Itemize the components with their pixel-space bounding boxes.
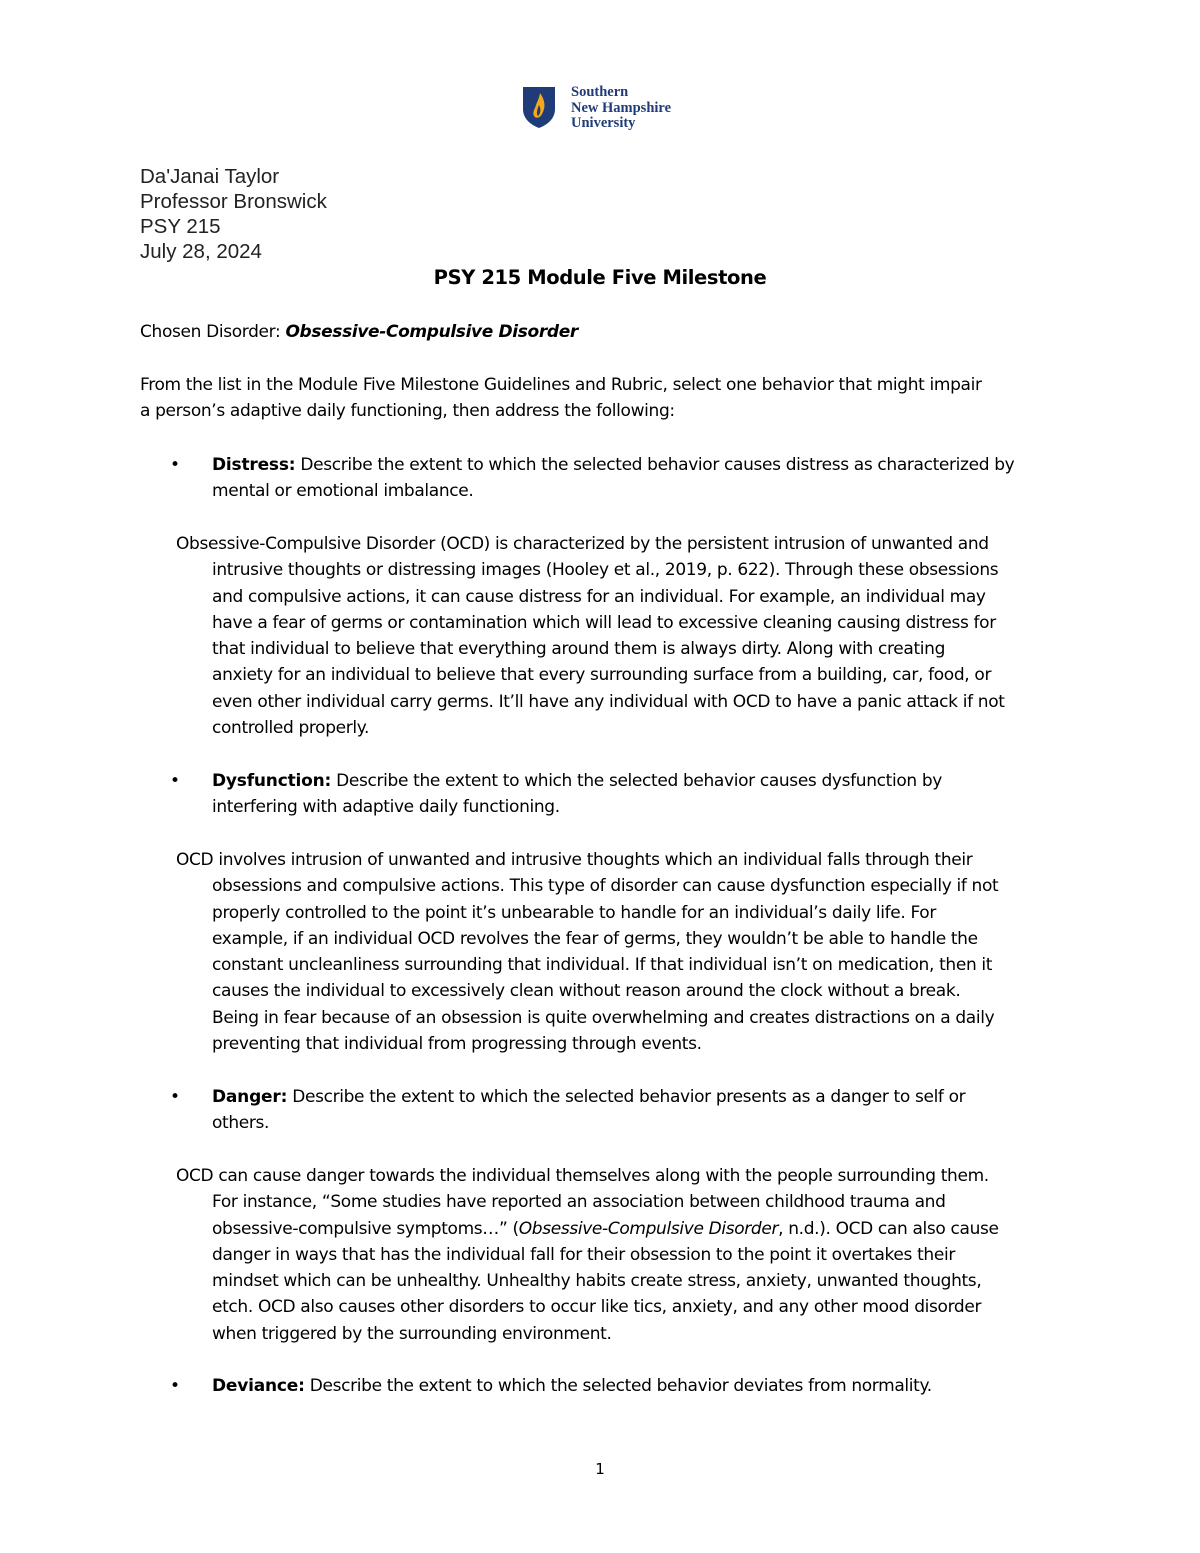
answer-line: OCD involves intrusion of unwanted and intrusive thoughts which an individual falls through their [176, 850, 973, 870]
answer-line: mindset which can be unhealthy. Unhealthy habits create stress, anxiety, unwanted thoughts, [212, 1271, 982, 1292]
danger-prompt-cont: others. [212, 1113, 270, 1134]
dysfunction-answer [176, 847, 1066, 1057]
answer-line-citation [176, 1216, 1066, 1242]
bullet-dot: • [170, 455, 180, 475]
bullet-dot: • [170, 771, 180, 791]
chosen-disorder [140, 318, 578, 346]
shield-flame-icon [521, 85, 557, 129]
answer-line: have a fear of germs or contamination which will lead to excessive cleaning causing distress for [212, 612, 996, 633]
logo-line-1: Southern [571, 84, 629, 100]
distress-prompt-cont: mental or emotional imbalance. [212, 481, 474, 502]
answer-line: and compulsive actions, it can cause distress for an individual. For example, an individual may [212, 586, 986, 607]
author-header [140, 164, 327, 264]
answer-line: etch. OCD also causes other disorders to occur like tics, anxiety, and any other mood disorder [212, 1297, 982, 1318]
answer-line: preventing that individual from progressing through events. [212, 1034, 702, 1055]
dysfunction-prompt-cont: interfering with adaptive daily functioning. [212, 797, 560, 818]
answer-fragment: obsessive-compulsive symptoms…” ( [212, 1218, 519, 1239]
document-title: PSY 215 Module Five Milestone [433, 266, 767, 289]
bullet-dot: • [170, 1376, 180, 1396]
professor-name: Professor Bronswick [140, 190, 327, 213]
answer-line: when triggered by the surrounding environment. [212, 1323, 612, 1344]
course-code: PSY 215 [140, 215, 221, 238]
answer-line: danger in ways that has the individual fall for their obsession to the point it overtakes their [212, 1244, 955, 1265]
deviance-heading: Deviance: [212, 1376, 305, 1396]
answer-line: constant uncleanliness surrounding that individual. If that individual isn’t on medication, then it [212, 955, 993, 976]
page-number: 1 [595, 1460, 605, 1478]
distress-heading: Distress: [212, 455, 296, 475]
citation-title: Obsessive-Compulsive Disorder [518, 1218, 779, 1239]
deviance-prompt: Describe the extent to which the selected behavior deviates from normality. [304, 1376, 932, 1396]
intro-line: a person’s adaptive daily functioning, then address the following: [140, 401, 675, 422]
chosen-disorder-value: Obsessive-Compulsive Disorder [285, 322, 578, 342]
chosen-disorder-label: Chosen Disorder: [140, 322, 286, 342]
answer-line: obsessions and compulsive actions. This type of disorder can cause dysfunction especially if not [212, 876, 999, 897]
dysfunction-prompt: Describe the extent to which the selected behavior causes dysfunction by [331, 771, 942, 791]
answer-line: anxiety for an individual to believe that every surrounding surface from a building, car, food, or [212, 665, 992, 686]
university-logo [521, 85, 671, 132]
danger-answer [176, 1163, 1066, 1347]
answer-line: causes the individual to excessively clean without reason around the clock without a break. [212, 981, 961, 1002]
logo-line-2: New Hampshire [571, 99, 672, 116]
author-name: Da'Janai Taylor [140, 165, 280, 188]
answer-line: intrusive thoughts or distressing images (Hooley et al., 2019, p. 622). Through these obsessions [212, 560, 999, 581]
distress-prompt: Describe the extent to which the selected behavior causes distress as characterized by [295, 455, 1015, 475]
answer-line: Being in fear because of an obsession is quite overwhelming and creates distractions on a daily [212, 1007, 995, 1028]
intro-line: From the list in the Module Five Milestone Guidelines and Rubric, select one behavior that might impair [140, 375, 982, 395]
answer-line: even other individual carry germs. It’ll have any individual with OCD to have a panic attack if not [212, 691, 1005, 712]
distress-answer [176, 531, 1066, 741]
answer-line: For instance, “Some studies have reported an association between childhood trauma and [212, 1192, 946, 1213]
logo-line-3: University [571, 115, 636, 131]
answer-line: OCD can cause danger towards the individual themselves along with the people surrounding them. [176, 1166, 989, 1186]
answer-fragment: , n.d.). OCD can also cause [778, 1218, 999, 1239]
intro-paragraph [140, 372, 1060, 425]
dysfunction-heading: Dysfunction: [212, 771, 332, 791]
danger-prompt: Describe the extent to which the selected behavior presents as a danger to self or [287, 1087, 966, 1107]
answer-line: Obsessive-Compulsive Disorder (OCD) is characterized by the persistent intrusion of unwanted and [176, 534, 989, 554]
bullet-dot: • [170, 1087, 180, 1107]
danger-heading: Danger: [212, 1087, 288, 1107]
document-date: July 28, 2024 [140, 240, 262, 263]
logo-wordmark [571, 85, 671, 132]
answer-line: example, if an individual OCD revolves the fear of germs, they wouldn’t be able to handle the [212, 928, 978, 949]
answer-line: that individual to believe that everything around them is always dirty. Along with creating [212, 639, 946, 660]
answer-line: controlled properly. [212, 718, 370, 739]
answer-line: properly controlled to the point it’s unbearable to handle for an individual’s daily life. For [212, 902, 936, 923]
